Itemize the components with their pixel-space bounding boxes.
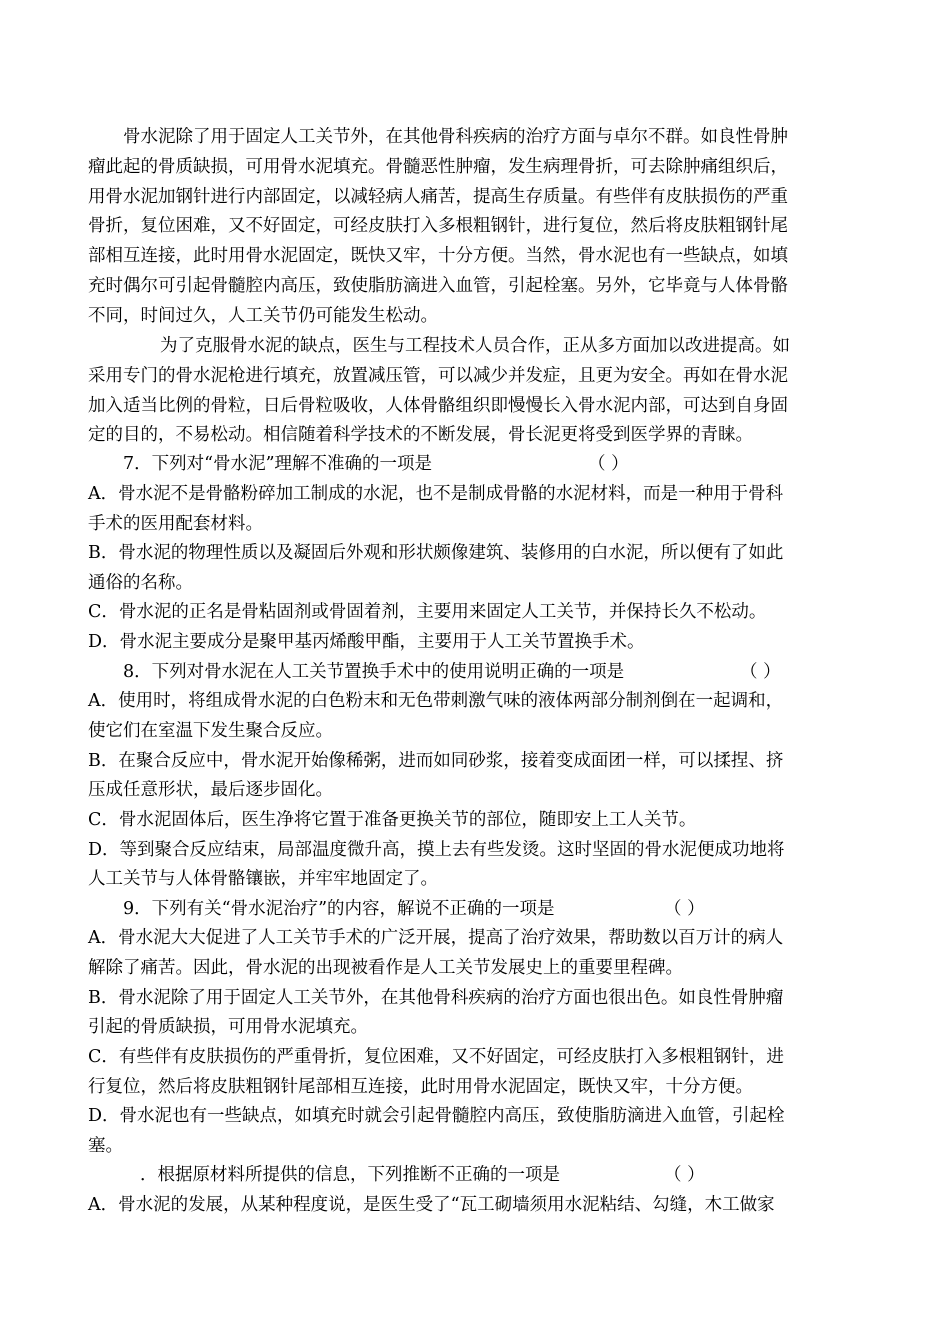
option-d: D．骨水泥也有一些缺点，如填充时就会引起骨髓腔内高压，致使脂肪滴进入血管，引起栓 — [88, 1106, 785, 1126]
question-stem: 8．下列对骨水泥在人工关节置换手术中的使用说明正确的一项是 — [123, 662, 625, 682]
option-c: C．骨水泥固体后，医生净将它置于准备更换关节的部位，随即安上工人关节。 — [88, 810, 697, 830]
option-a: A．使用时，将组成骨水泥的白色粉末和无色带刺激气味的液体两部分制剂倒在一起调和， — [88, 691, 784, 711]
text-line: 用骨水泥加钢针进行内部固定，以减轻病人痛苦，提高生存质量。有些伴有皮肤损伤的严重 — [88, 187, 788, 207]
text-line: 部相互连接，此时用骨水泥固定，既快又牢，十分方便。当然，骨水泥也有一些缺点，如填 — [88, 246, 788, 266]
text-line: 骨折，复位困难，又不好固定，可经皮肤打入多根粗钢针，进行复位，然后将皮肤粗钢针尾 — [88, 216, 788, 236]
text-line: 定的目的，不易松动。相信随着科学技术的不断发展，骨长泥更将受到医学界的青睐。 — [88, 425, 753, 445]
option-d: D．等到聚合反应结束，局部温度微升高，摸上去有些发烫。这时坚固的骨水泥便成功地将 — [88, 840, 785, 860]
option-b: B．在聚合反应中，骨水泥开始像稀粥，进而如同砂浆，接着变成面团一样，可以揉捏、挤 — [88, 751, 784, 771]
option-d-cont: 塞。 — [88, 1136, 123, 1156]
text-line: 不同，时间过久，人工关节仍可能发生松动。 — [88, 306, 438, 326]
option-b: B．骨水泥的物理性质以及凝固后外观和形状颇像建筑、装修用的白水泥，所以便有了如此 — [88, 543, 784, 563]
answer-parentheses: （ ） — [588, 454, 629, 474]
option-b: B．骨水泥除了用于固定人工关节外，在其他骨科疾病的治疗方面也很出色。如良性骨肿瘤 — [88, 988, 784, 1008]
text-line: 加入适当比例的骨粒，日后骨粒吸收，人体骨骼组织即慢慢长入骨水泥内部，可达到自身固 — [88, 396, 788, 416]
option-a-cont: 手术的医用配套材料。 — [88, 514, 263, 534]
option-d: D．骨水泥主要成分是聚甲基丙烯酸甲酯，主要用于人工关节置换手术。 — [88, 632, 645, 652]
answer-parentheses: （ ） — [664, 899, 705, 919]
text-line: 采用专门的骨水泥枪进行填充，放置减压管，可以减少并发症，且更为安全。再如在骨水泥 — [88, 366, 788, 386]
option-a-cont: 使它们在室温下发生聚合反应。 — [88, 721, 333, 741]
text-line: 为了克服骨水泥的缺点，医生与工程技术人员合作，正从多方面加以改进提高。如 — [160, 336, 790, 356]
answer-parentheses: （ ） — [664, 1165, 705, 1185]
option-a: A．骨水泥的发展，从某种程度说，是医生受了“瓦工砌墙须用水泥粘结、勾缝，木工做家 — [88, 1195, 775, 1215]
answer-parentheses: （ ） — [740, 662, 781, 682]
text-line: 充时偶尔可引起骨髓腔内高压，致使脂肪滴进入血管，引起栓塞。另外，它毕竟与人体骨骼 — [88, 276, 788, 296]
text-line: 骨水泥除了用于固定人工关节外，在其他骨科疾病的治疗方面与卓尔不群。如良性骨肿 — [123, 127, 788, 147]
option-b-cont: 引起的骨质缺损，可用骨水泥填充。 — [88, 1017, 368, 1037]
option-c: C．骨水泥的正名是骨粘固剂或骨固着剂，主要用来固定人工关节，并保持长久不松动。 — [88, 602, 767, 622]
option-b-cont: 通俗的名称。 — [88, 573, 193, 593]
option-a: A．骨水泥不是骨骼粉碎加工制成的水泥，也不是制成骨骼的水泥材料，而是一种用于骨科 — [88, 484, 784, 504]
text-line: 瘤此起的骨质缺损，可用骨水泥填充。骨髓恶性肿瘤，发生病理骨折，可去除肿痛组织后， — [88, 157, 788, 177]
option-a: A．骨水泥大大促进了人工关节手术的广泛开展，提高了治疗效果，帮助数以百万计的病人 — [88, 928, 784, 948]
option-a-cont: 解除了痛苦。因此，骨水泥的出现被看作是人工关节发展史上的重要里程碑。 — [88, 958, 683, 978]
option-d-cont: 人工关节与人体骨骼镶嵌，并牢牢地固定了。 — [88, 869, 438, 889]
option-c: C．有些伴有皮肤损伤的严重骨折，复位困难，又不好固定，可经皮肤打入多根粗钢针，进 — [88, 1047, 784, 1067]
option-b-cont: 压成任意形状，最后逐步固化。 — [88, 780, 333, 800]
question-stem: ．根据原材料所提供的信息，下列推断不正确的一项是 — [140, 1165, 560, 1185]
question-stem: 7．下列对“骨水泥”理解不准确的一项是 — [123, 454, 433, 474]
option-c-cont: 行复位，然后将皮肤粗钢针尾部相互连接，此时用骨水泥固定，既快又牢，十分方便。 — [88, 1077, 753, 1097]
question-stem: 9．下列有关“骨水泥治疗”的内容，解说不正确的一项是 — [123, 899, 555, 919]
